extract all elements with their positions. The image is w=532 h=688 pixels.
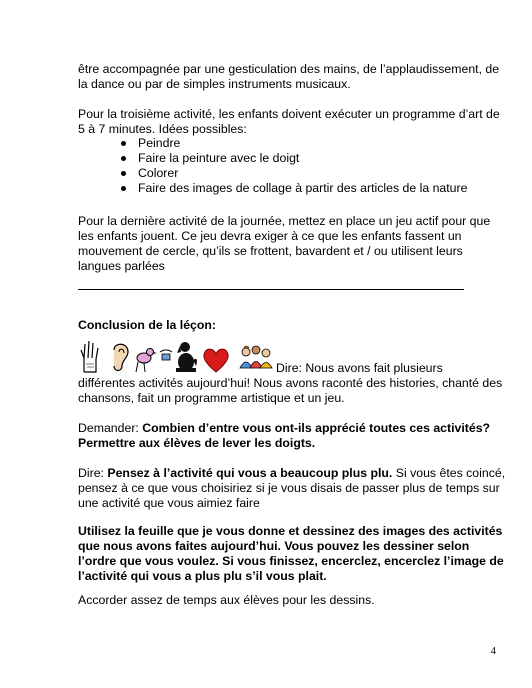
dire-1-start: Dire: Nous avons fait plusieurs bbox=[276, 361, 443, 375]
heart-icon bbox=[204, 349, 228, 372]
dire-1-rest: différentes activités aujourd’hui! Nous avons raconté des histories, chanté des chansons, fait un programme artistique et un jeu. bbox=[78, 376, 503, 405]
hand-icon bbox=[81, 341, 98, 372]
bird-icon bbox=[136, 349, 172, 373]
paragraph-third-activity: Pour la troisième activité, les enfants doivent exécuter un programme d’art de 5 à 7 minutes. Idées possibles: bbox=[78, 107, 500, 136]
activity-icons bbox=[78, 338, 273, 374]
list-item: Faire la peinture avec le doigt bbox=[120, 151, 500, 166]
paragraph-continuation: être accompagnée par une gesticulation des mains, de l’applaudissement, de la dance ou par de simples instruments musicaux. bbox=[78, 62, 500, 91]
list-item: Peindre bbox=[120, 136, 500, 151]
paragraph-accorder: Accorder assez de temps aux élèves pour les dessins. bbox=[78, 593, 375, 607]
ear-icon bbox=[114, 344, 128, 370]
list-item: Colorer bbox=[120, 166, 500, 181]
children-group-icon bbox=[240, 346, 272, 368]
demander-question: Combien d’entre vous ont-ils apprécié toutes ces activités? Permettre aux élèves de lever les doigts. bbox=[78, 421, 491, 450]
dire-2-label: Dire: bbox=[78, 466, 108, 480]
paragraph-utilisez: Utilisez la feuille que je vous donne et dessinez des images des activités que nous avons faites aujourd’hui. Vous pouvez les dessiner selon l’ordre que vous voulez. Si vous finissez, encerclez, encerclez l’image de l’activité qui vous a plus plu s’il vous plait. bbox=[78, 524, 504, 583]
ideas-list bbox=[120, 136, 500, 196]
horizontal-rule bbox=[78, 289, 464, 290]
demander-label: Demander: bbox=[78, 421, 143, 435]
conclusion-heading: Conclusion de la léçon: bbox=[78, 318, 217, 332]
paragraph-dire-2 bbox=[78, 466, 508, 511]
dire-2-rest: Si vous êtes coincé, pensez à ce que vous choisiriez si je vous disais de passer plus de temps sur une activité que vous aimiez faire bbox=[78, 466, 506, 510]
paragraph-demander bbox=[78, 421, 508, 451]
paragraph-last-activity: Pour la dernière activité de la journée, mettez en place un jeu actif pour que les enfants jouent. Ce jeu devra exiger à ce que les enfants fassent un mouvement de cercle, qu’ils se frottent, bavardent et / ou utilisent leurs langues parlées bbox=[78, 214, 491, 273]
page-number: 4 bbox=[490, 645, 496, 657]
list-item: Faire des images de collage à partir des articles de la nature bbox=[120, 181, 500, 196]
dire-2-bold: Pensez à l’activité qui vous a beaucoup plus plu. bbox=[107, 466, 393, 480]
dog-icon bbox=[176, 342, 197, 372]
